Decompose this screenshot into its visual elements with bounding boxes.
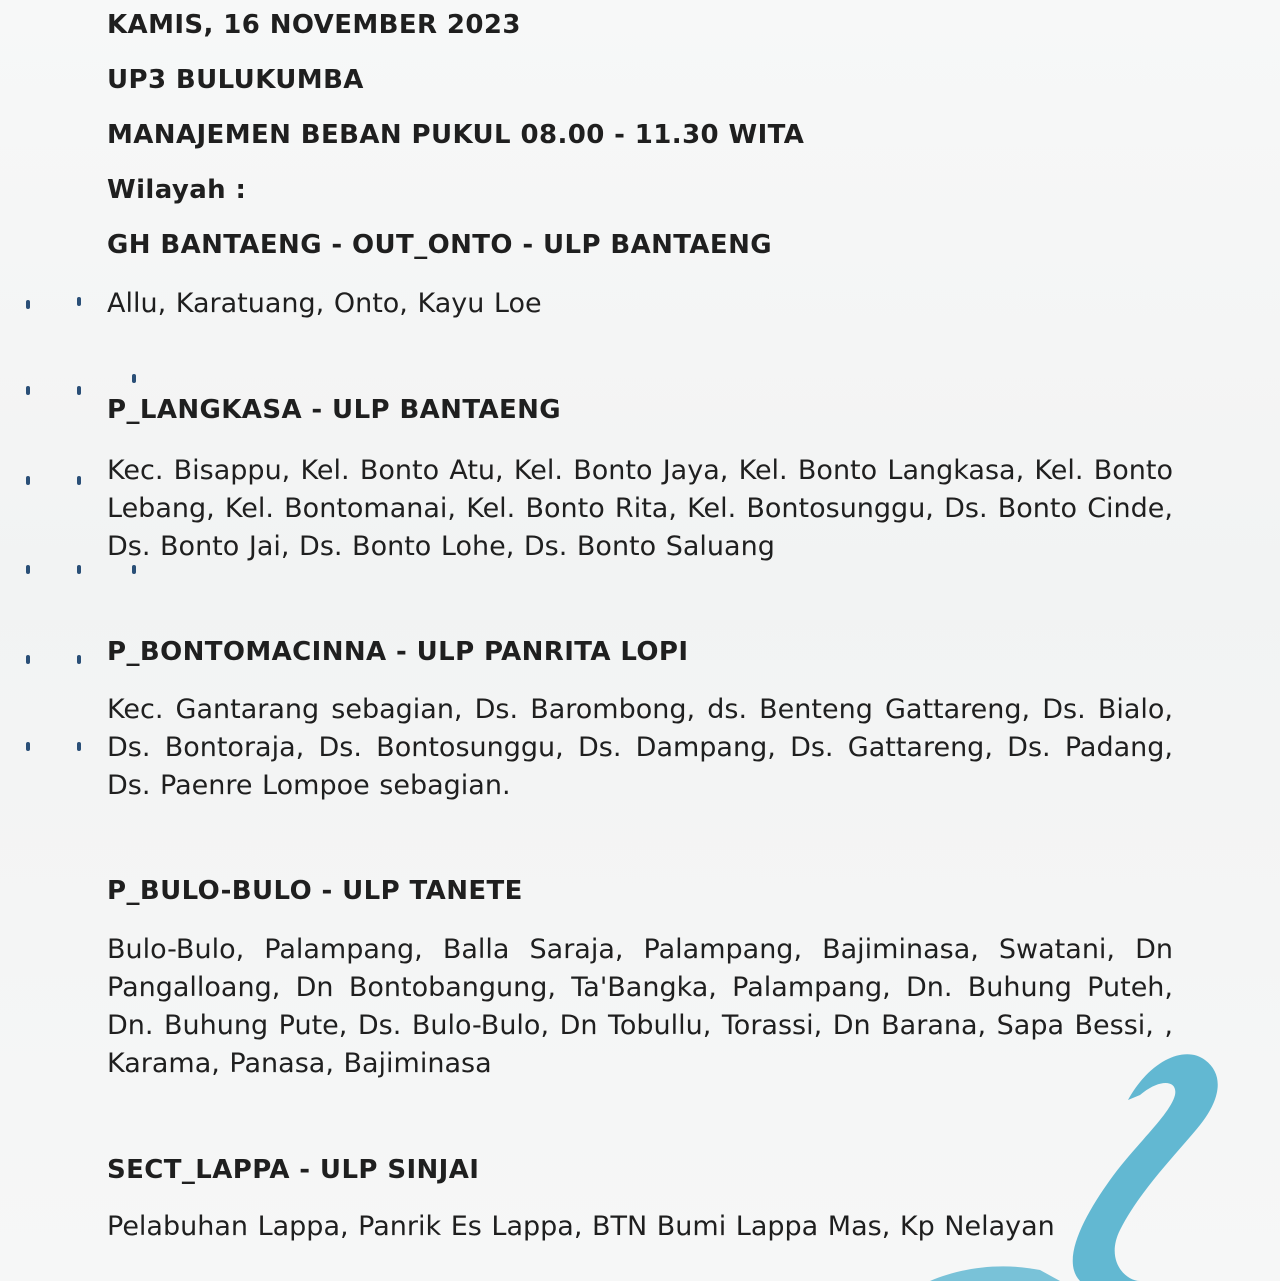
- bullet-marker: [77, 386, 81, 395]
- bullet-marker: [26, 655, 30, 664]
- section-title: P_BONTOMACINNA - ULP PANRITA LOPI: [107, 637, 689, 667]
- bullet-marker: [26, 476, 30, 485]
- bullet-marker: [77, 655, 81, 664]
- bullet-marker: [77, 476, 81, 485]
- region-label: Wilayah :: [107, 175, 247, 205]
- bullet-marker: [26, 565, 30, 574]
- schedule-heading: MANAJEMEN BEBAN PUKUL 08.00 - 11.30 WITA: [107, 120, 805, 150]
- section-areas: Kec. Bisappu, Kel. Bonto Atu, Kel. Bonto Jaya, Kel. Bonto Langkasa, Kel. Bonto Lebang, Kel. Bontomanai, Kel. Bonto Rita, Kel. Bontosunggu, Ds. Bonto Cinde, Ds. Bonto Jai, Ds. Bonto Lohe, Ds. Bonto Saluang: [107, 455, 1173, 562]
- section-areas: Pelabuhan Lappa, Panrik Es Lappa, BTN Bumi Lappa Mas, Kp Nelayan: [107, 1211, 1055, 1242]
- bullet-marker: [26, 386, 30, 395]
- unit-heading: UP3 BULUKUMBA: [107, 65, 364, 95]
- bullet-marker: [77, 742, 81, 751]
- section-areas: Allu, Karatuang, Onto, Kayu Loe: [107, 288, 542, 319]
- section-areas: Kec. Gantarang sebagian, Ds. Barombong, ds. Benteng Gattareng, Ds. Bialo, Ds. Bontoraja, Ds. Bontosunggu, Ds. Dampang, Ds. Gattareng, Ds. Padang, Ds. Paenre Lompoe sebagian.: [107, 694, 1173, 801]
- date-heading: KAMIS, 16 NOVEMBER 2023: [107, 10, 521, 40]
- bullet-marker: [132, 374, 136, 383]
- bullet-marker: [26, 742, 30, 751]
- section-title: P_LANGKASA - ULP BANTAENG: [107, 395, 562, 425]
- bullet-marker: [26, 300, 30, 309]
- section-title: GH BANTAENG - OUT_ONTO - ULP BANTAENG: [107, 230, 772, 260]
- bullet-marker: [77, 297, 81, 306]
- section-areas: Bulo-Bulo, Palampang, Balla Saraja, Palampang, Bajiminasa, Swatani, Dn Pangalloang, Dn Bontobangung, Ta'Bangka, Palampang, Dn. Buhung Puteh, Dn. Buhung Pute, Ds. Bulo-Bulo, Dn Tobullu, Torassi, Dn Barana, Sapa Bessi, , Karama, Panasa, Bajiminasa: [107, 934, 1173, 1079]
- section-title: SECT_LAPPA - ULP SINJAI: [107, 1155, 480, 1185]
- section-title: P_BULO-BULO - ULP TANETE: [107, 876, 523, 906]
- bullet-marker: [77, 565, 81, 574]
- bullet-marker: [132, 565, 136, 574]
